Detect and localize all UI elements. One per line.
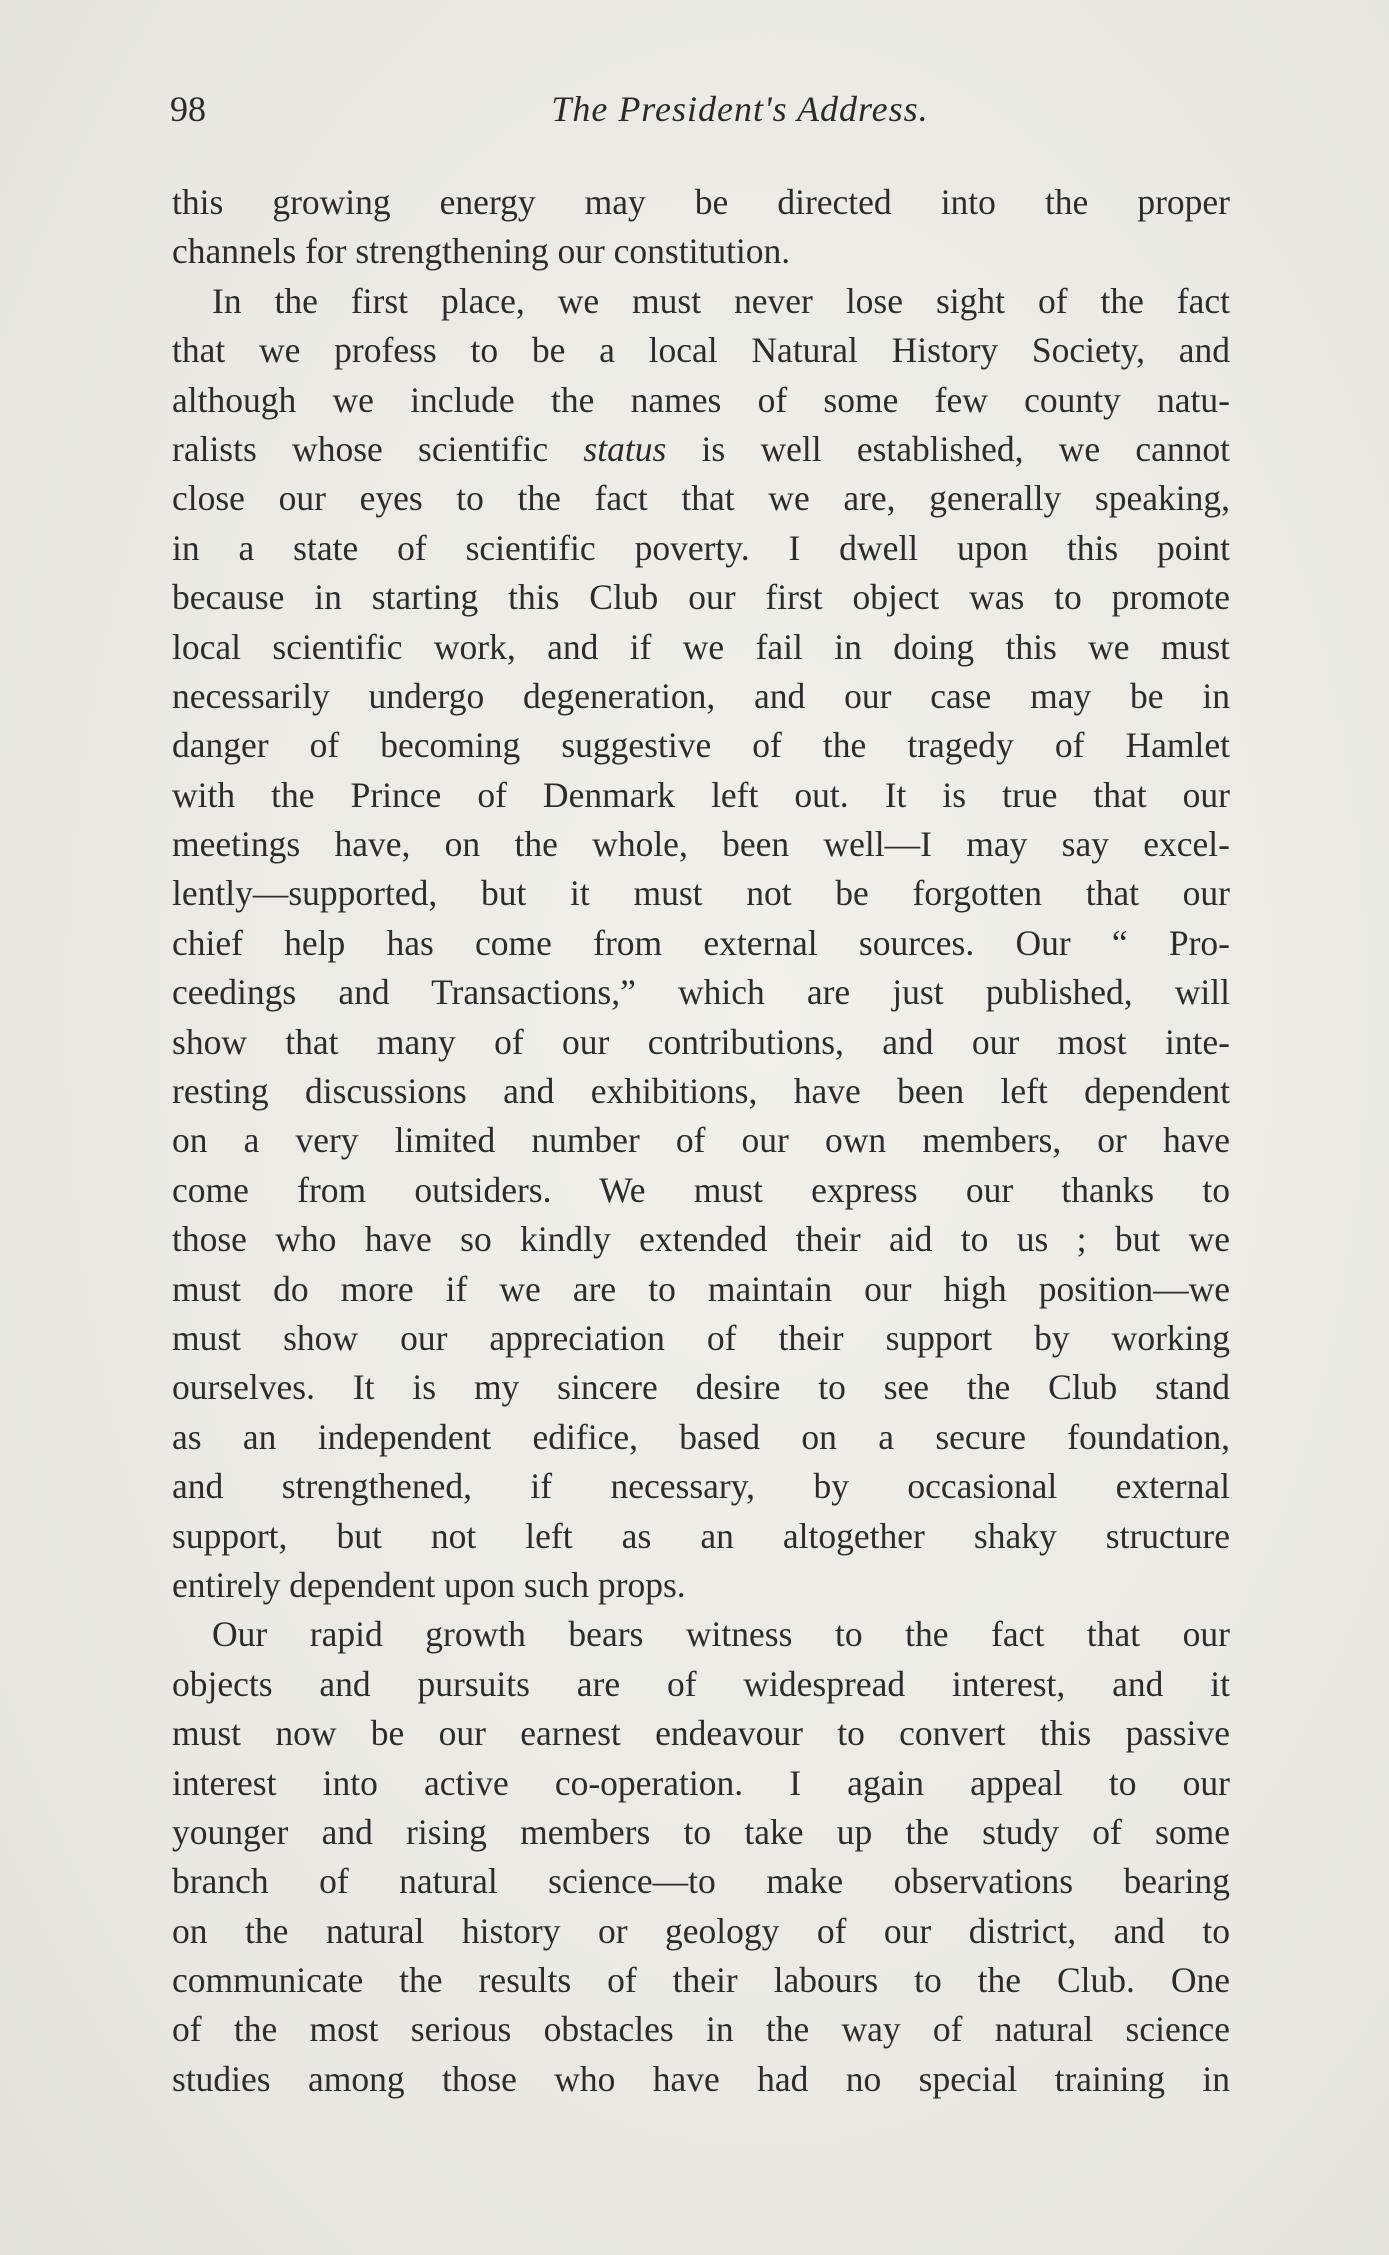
text-line: Our rapid growth bears witness to the fact that our [212,1614,1230,1655]
body-text [172,178,1230,2104]
text-line: resting discussions and exhibitions, have been left dependent [172,1071,1230,1112]
text-line: must now be our earnest endeavour to convert this passive [172,1713,1230,1754]
text-line: come from outsiders. We must express our thanks to [172,1169,1230,1210]
text-line: studies among those who have had no special training in [172,2058,1230,2099]
text-line: because in starting this Club our first object was to promote [172,577,1230,618]
text-line: meetings have, on the whole, been well—I may say excel- [172,824,1230,865]
page-number: 98 [170,89,206,129]
text-line: necessarily undergo degeneration, and our case may be in [172,675,1230,716]
text-line: objects and pursuits are of widespread interest, and it [172,1663,1230,1704]
text-line: support, but not left as an altogether shaky structure [172,1515,1230,1556]
italic-word: status [583,428,667,469]
text-line: close our eyes to the fact that we are, generally speaking, [172,478,1230,519]
text-line: danger of becoming suggestive of the tragedy of Hamlet [172,725,1230,766]
text-line: in a state of scientific poverty. I dwell upon this point [172,527,1230,568]
text-line: chief help has come from external sources. Our “ Pro- [172,922,1230,963]
text-line: although we include the names of some few county natu- [172,379,1230,420]
text-line: communicate the results of their labours to the Club. One [172,1960,1230,2001]
text-line: must do more if we are to maintain our high position—we [172,1268,1230,1309]
text-line: ralists whose scientific status is well established, we cannot [172,428,1230,469]
text-line: with the Prince of Denmark left out. It is true that our [172,774,1230,815]
text-line: show that many of our contributions, and our most inte- [172,1021,1230,1062]
text-line: that we profess to be a local Natural History Society, and [172,330,1230,371]
text-line: must show our appreciation of their support by working [172,1317,1230,1358]
text-line: ourselves. It is my sincere desire to see the Club stand [172,1367,1230,1408]
text-line: entirely dependent upon such props. [172,1564,686,1605]
text-line: on the natural history or geology of our district, and to [172,1910,1230,1951]
text-line: interest into active co-operation. I again appeal to our [172,1762,1230,1803]
text-line: younger and rising members to take up the study of some [172,1811,1230,1852]
text-line: this growing energy may be directed into the proper [172,182,1230,222]
running-head: The President's Address. [551,89,929,129]
text-line: those who have so kindly extended their aid to us ; but we [172,1219,1230,1260]
page-header [170,88,1230,148]
text-line: local scientific work, and if we fail in doing this we must [172,626,1230,667]
text-line: ceedings and Transactions,” which are just published, will [172,972,1230,1013]
text-line: as an independent edifice, based on a secure foundation, [172,1416,1230,1457]
text-line: In the first place, we must never lose sight of the fact [212,280,1230,321]
text-line: branch of natural science—to make observations bearing [172,1861,1230,1902]
text-line: channels for strengthening our constitution. [172,231,791,272]
text-line: on a very limited number of our own members, or have [172,1120,1230,1161]
text-line: and strengthened, if necessary, by occasional external [172,1466,1230,1507]
text-line: lently—supported, but it must not be forgotten that our [172,873,1230,914]
text-line: of the most serious obstacles in the way of natural science [172,2009,1230,2050]
